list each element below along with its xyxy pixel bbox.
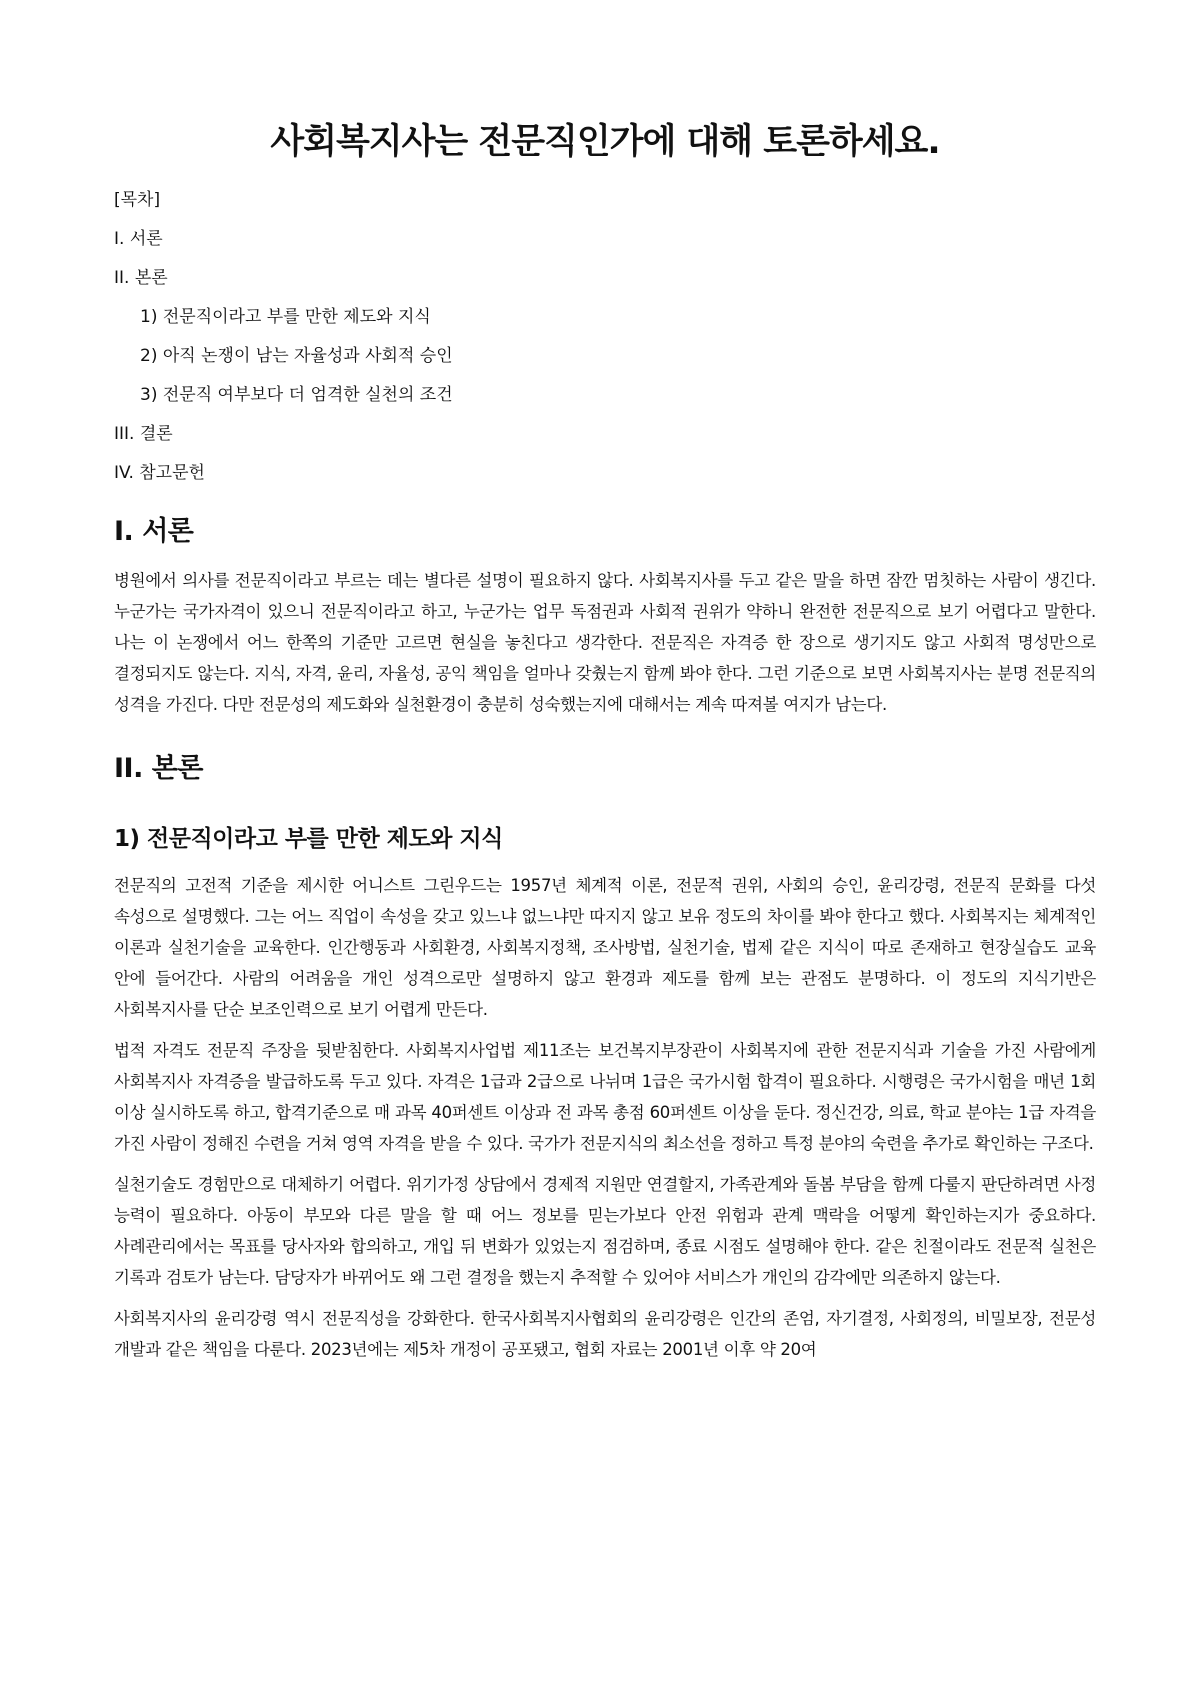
toc-item-body: II. 본론 (114, 268, 168, 288)
toc-item-body-2: 2) 아직 논쟁이 남는 자율성과 사회적 승인 (140, 346, 453, 366)
section-heading-body: II. 본론 (114, 753, 203, 784)
body-paragraph-2: 법적 자격도 전문직 주장을 뒷받침한다. 사회복지사업법 제11조는 보건복지부장관이 사회복지에 관한 전문지식과 기술을 가진 사람에게 사회복지사 자격증을 발급하도록 두고 있다. 자격은 1급과 2급으로 나뉘며 1급은 국가시험 합격이 필요하다. 시행령은 국가시험을 매년 1회 이상 실시하도록 하고, 합격기준으로 매 과목 40퍼센트 이상과 전 과목 총점 60퍼센트 이상을 둔다. 정신건강, 의료, 학교 분야는 1급 자격을 가진 사람이 정해진 수련을 거쳐 영역 자격을 받을 수 있다. 국가가 전문지식의 최소선을 정하고 특정 분야의 숙련을 추가로 확인하는 구조다. (114, 1041, 1096, 1153)
toc-item-conclusion: III. 결론 (114, 424, 173, 444)
body-paragraph-1: 전문직의 고전적 기준을 제시한 어니스트 그린우드는 1957년 체계적 이론, 전문적 권위, 사회의 승인, 윤리강령, 전문직 문화를 다섯 속성으로 설명했다. 그는 어느 직업이 속성을 갖고 있느냐 없느냐만 따지지 않고 보유 정도의 차이를 봐야 한다고 했다. 사회복지는 체계적인 이론과 실천기술을 교육한다. 인간행동과 사회환경, 사회복지정책, 조사방법, 실천기술, 법제 같은 지식이 따로 존재하고 현장실습도 교육 안에 들어간다. 사람의 어려움을 개인 성격으로만 설명하지 않고 환경과 제도를 함께 보는 관점도 분명하다. 이 정도의 지식기반은 사회복지사를 단순 보조인력으로 보기 어렵게 만든다. (114, 876, 1096, 1019)
intro-paragraph: 병원에서 의사를 전문직이라고 부르는 데는 별다른 설명이 필요하지 않다. 사회복지사를 두고 같은 말을 하면 잠깐 멈칫하는 사람이 생긴다. 누군가는 국가자격이 있으니 전문직이라고 하고, 누군가는 업무 독점권과 사회적 권위가 약하니 완전한 전문직으로 보기 어렵다고 말한다. 나는 이 논쟁에서 어느 한쪽의 기준만 고르면 현실을 놓친다고 생각한다. 전문직은 자격증 한 장으로 생기지도 않고 사회적 명성만으로 결정되지도 않는다. 지식, 자격, 윤리, 자율성, 공익 책임을 얼마나 갖췄는지 함께 봐야 한다. 그런 기준으로 보면 사회복지사는 분명 전문직의 성격을 가진다. 다만 전문성의 제도화와 실천환경이 충분히 성숙했는지에 대해서는 계속 따져볼 여지가 남는다. (114, 571, 1096, 714)
toc-item-body-1: 1) 전문직이라고 부를 만한 제도와 지식 (140, 307, 431, 327)
document-title: 사회복지사는 전문직인가에 대해 토론하세요. (270, 122, 940, 162)
table-of-contents (114, 188, 1096, 485)
section-heading-intro: I. 서론 (114, 516, 194, 547)
subsection-heading-1: 1) 전문직이라고 부를 만한 제도와 지식 (114, 826, 503, 852)
body-paragraph-3: 실천기술도 경험만으로 대체하기 어렵다. 위기가정 상담에서 경제적 지원만 연결할지, 가족관계와 돌봄 부담을 함께 다룰지 판단하려면 사정 능력이 필요하다. 아동이 부모와 다른 말을 할 때 어느 정보를 믿는가보다 안전 위험과 관계 맥락을 어떻게 확인하는지가 중요하다. 사례관리에서는 목표를 당사자와 합의하고, 개입 뒤 변화가 있었는지 점검하며, 종료 시점도 설명해야 한다. 같은 친절이라도 전문적 실천은 기록과 검토가 남는다. 담당자가 바뀌어도 왜 그런 결정을 했는지 추적할 수 있어야 서비스가 개인의 감각에만 의존하지 않는다. (114, 1175, 1096, 1287)
toc-heading: [목차] (114, 190, 161, 210)
body-paragraph-4: 사회복지사의 윤리강령 역시 전문직성을 강화한다. 한국사회복지사협회의 윤리강령은 인간의 존엄, 자기결정, 사회정의, 비밀보장, 전문성 개발과 같은 책임을 다룬다. 2023년에는 제5차 개정이 공포됐고, 협회 자료는 2001년 이후 약 20여 (114, 1309, 1096, 1359)
toc-item-references: IV. 참고문헌 (114, 463, 205, 483)
toc-item-intro: I. 서론 (114, 229, 163, 249)
toc-item-body-3: 3) 전문직 여부보다 더 엄격한 실천의 조건 (140, 385, 453, 405)
